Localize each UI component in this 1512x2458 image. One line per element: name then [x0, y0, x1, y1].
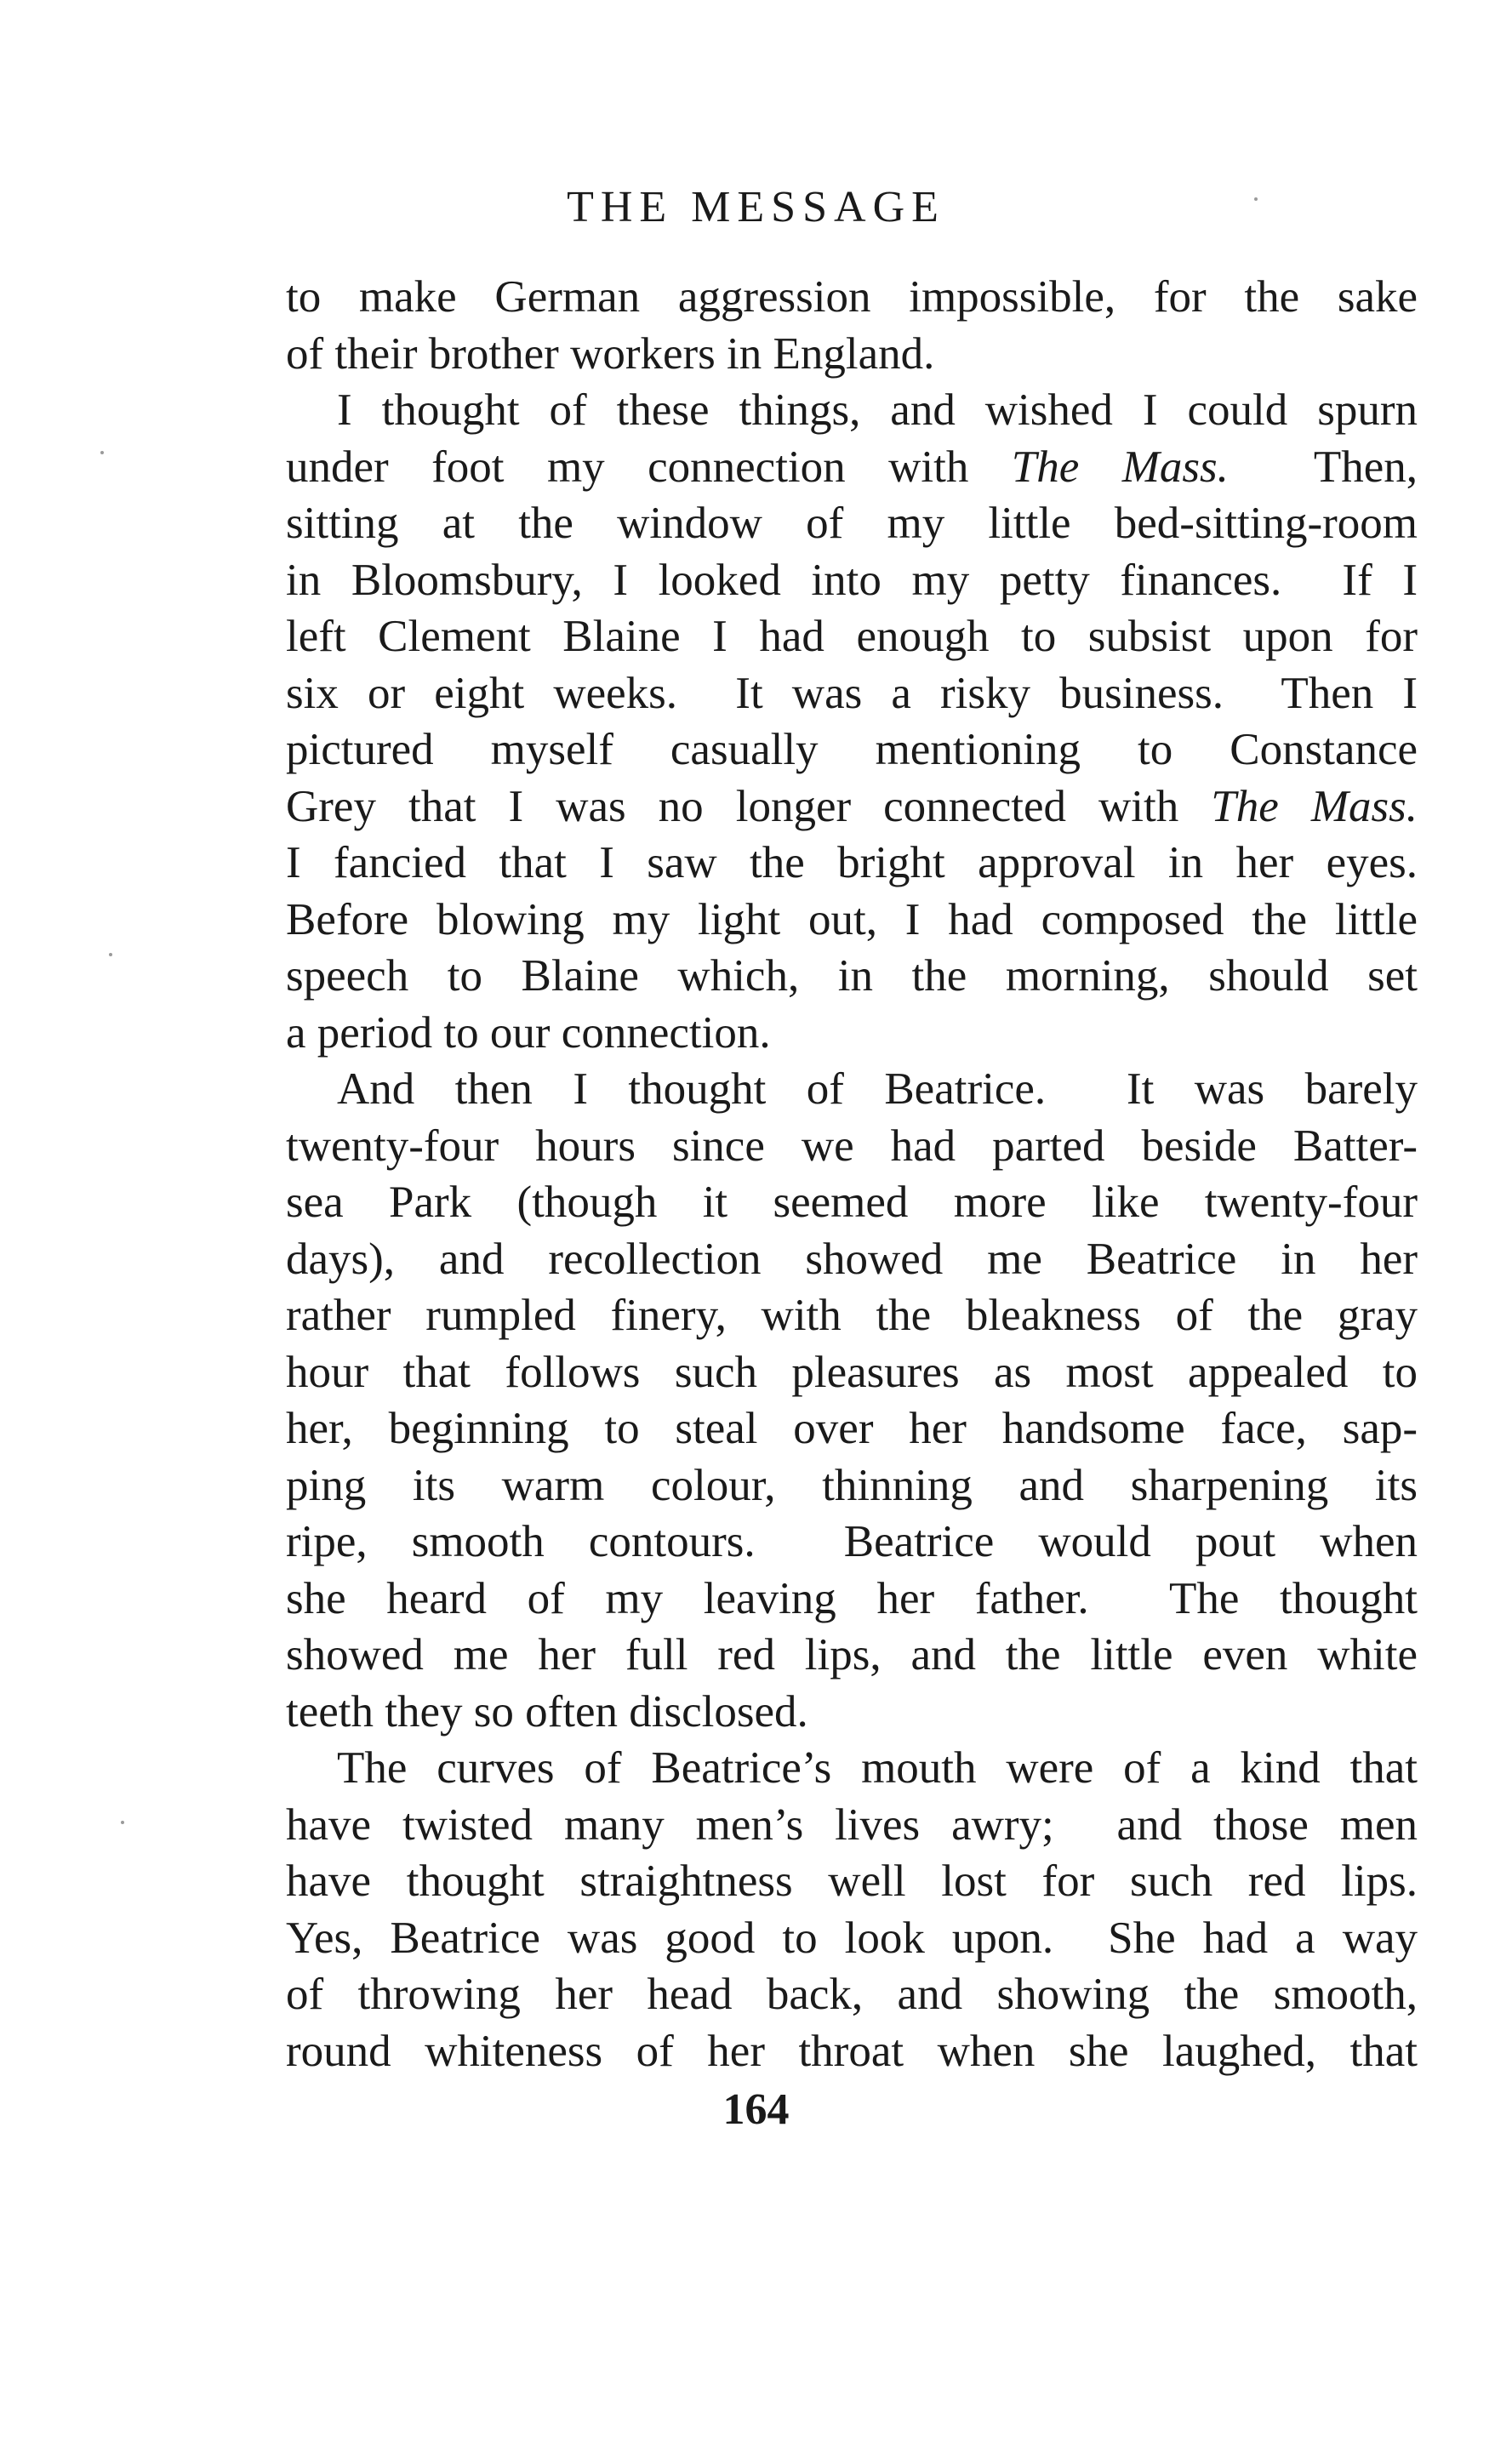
- text-line: [286, 1118, 1418, 1175]
- text-segment: in Bloomsbury, I looked into my petty finances. If I: [286, 555, 1418, 605]
- text-segment: ping its warm colour, thinning and sharpening its: [286, 1460, 1418, 1510]
- text-segment: rather rumpled finery, with the bleakness of the gray: [286, 1291, 1418, 1340]
- paper-speck: [100, 451, 104, 454]
- italic-title: The Mass.: [1011, 442, 1229, 492]
- text-line: [286, 1287, 1418, 1344]
- text-segment: hour that follows such pleasures as most appealed to: [286, 1347, 1418, 1397]
- text-line: [286, 665, 1418, 722]
- text-segment: pictured myself casually mentioning to Constance: [286, 725, 1418, 774]
- text-line: [286, 892, 1418, 949]
- text-segment: The curves of Beatrice’s mouth were of a kind that: [337, 1743, 1418, 1793]
- text-line: [286, 1174, 1418, 1231]
- text-line: [286, 1061, 1418, 1118]
- text-line: [286, 552, 1418, 609]
- text-segment: showed me her full red lips, and the little even white: [286, 1630, 1418, 1680]
- running-head: THE MESSAGE: [567, 183, 945, 231]
- text-segment: under foot my connection with: [286, 442, 1012, 492]
- text-line: [286, 1005, 1418, 1062]
- text-segment: I thought of these things, and wished I could spurn: [337, 385, 1418, 435]
- text-segment: I fancied that I saw the bright approval in her eyes.: [286, 838, 1418, 887]
- text-segment: And then I thought of Beatrice. It was barely: [337, 1064, 1418, 1114]
- text-segment: days), and recollection showed me Beatrice in her: [286, 1234, 1418, 1284]
- text-line: [286, 269, 1418, 326]
- text-segment: left Clement Blaine I had enough to subsist upon for: [286, 612, 1418, 661]
- paper-speck: [1254, 197, 1258, 201]
- paper-speck: [109, 953, 112, 956]
- text-segment: a period to our connection.: [286, 1007, 771, 1058]
- text-line: [286, 2023, 1418, 2080]
- text-segment: her, beginning to steal over her handsome face, sap-: [286, 1404, 1418, 1453]
- text-line: [286, 1231, 1418, 1288]
- text-segment: sitting at the window of my little bed-sitting-room: [286, 499, 1418, 548]
- text-line: [286, 1571, 1418, 1628]
- text-line: [286, 1853, 1418, 1910]
- text-line: [286, 778, 1418, 835]
- text-segment: to make German aggression impossible, for the sake: [286, 272, 1418, 322]
- text-segment: speech to Blaine which, in the morning, should set: [286, 951, 1418, 1001]
- text-line: [286, 1966, 1418, 2023]
- text-line: [286, 382, 1418, 439]
- text-line: [286, 1797, 1418, 1854]
- text-segment: of throwing her head back, and showing the smooth,: [286, 1970, 1418, 2019]
- text-segment: have thought straightness well lost for such red lips.: [286, 1856, 1418, 1906]
- text-line: [286, 1740, 1418, 1797]
- text-line: [286, 439, 1418, 496]
- text-line: [286, 1627, 1418, 1684]
- text-segment: round whiteness of her throat when she laughed, that: [286, 2026, 1418, 2076]
- text-segment: Before blowing my light out, I had composed the little: [286, 894, 1418, 944]
- text-line: [286, 1514, 1418, 1571]
- text-segment: six or eight weeks. It was a risky business. Then I: [286, 668, 1418, 718]
- text-line: [286, 495, 1418, 552]
- text-line: [286, 948, 1418, 1005]
- text-segment: Yes, Beatrice was good to look upon. She had a way: [286, 1913, 1418, 1963]
- text-segment: Then,: [1228, 442, 1418, 492]
- text-line: [286, 721, 1418, 778]
- text-line: [286, 326, 1418, 383]
- text-segment: teeth they so often disclosed.: [286, 1686, 808, 1737]
- text-segment: Grey that I was no longer connected with: [286, 781, 1212, 831]
- body-text: [286, 269, 1418, 2079]
- text-line: [286, 1910, 1418, 1967]
- text-line: [286, 608, 1418, 665]
- text-segment: ripe, smooth contours. Beatrice would pout when: [286, 1517, 1418, 1566]
- text-line: [286, 835, 1418, 892]
- text-segment: she heard of my leaving her father. The thought: [286, 1573, 1418, 1623]
- text-segment: twenty-four hours since we had parted beside Batter-: [286, 1121, 1418, 1171]
- text-line: [286, 1344, 1418, 1401]
- italic-title: The Mass.: [1211, 781, 1418, 831]
- page-number: 164: [722, 2085, 790, 2134]
- text-line: [286, 1684, 1418, 1741]
- text-line: [286, 1457, 1418, 1514]
- text-line: [286, 1400, 1418, 1457]
- text-segment: sea Park (though it seemed more like twenty-four: [286, 1178, 1418, 1227]
- paper-speck: [121, 1821, 124, 1824]
- text-segment: have twisted many men’s lives awry; and those men: [286, 1799, 1418, 1850]
- text-segment: of their brother workers in England.: [286, 328, 935, 379]
